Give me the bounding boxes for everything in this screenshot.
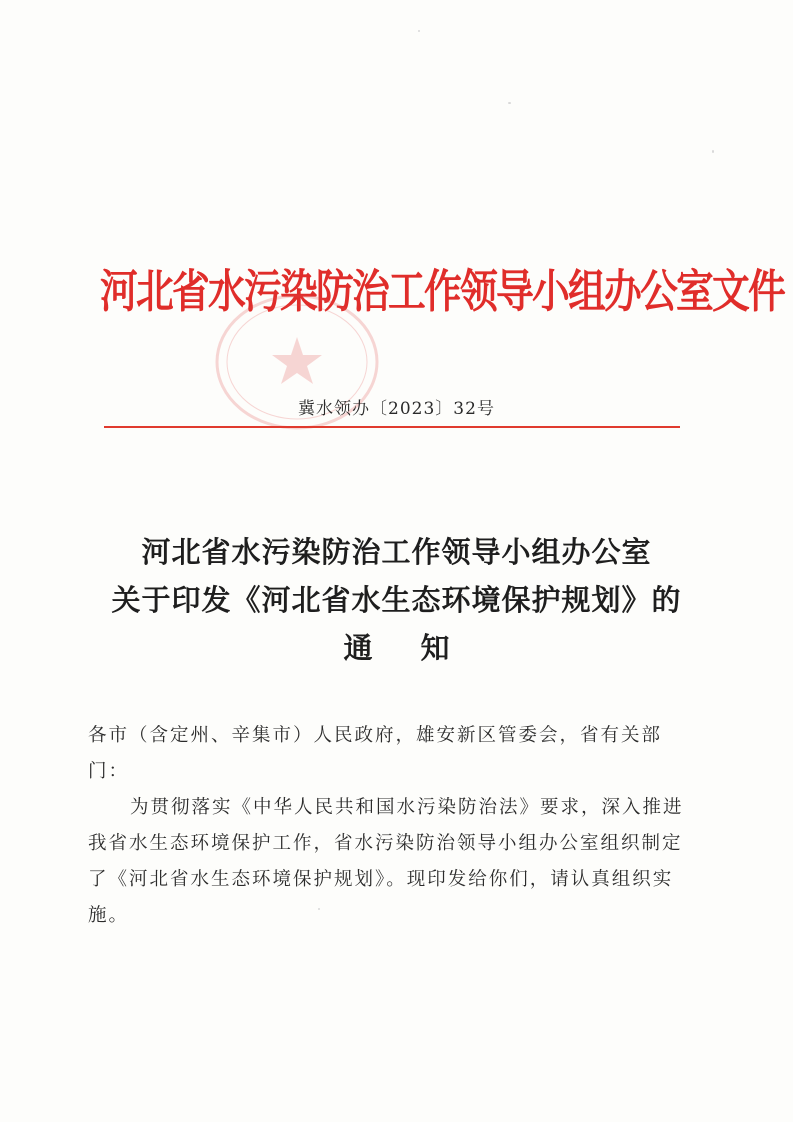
salutation-text: 各市（含定州、辛集市）人民政府，雄安新区管委会，省有关部门： bbox=[88, 725, 663, 782]
header-divider-rule bbox=[104, 426, 680, 428]
scan-speck bbox=[318, 908, 320, 910]
org-header-title bbox=[100, 258, 785, 326]
scan-speck bbox=[508, 102, 511, 104]
scan-speck bbox=[418, 30, 420, 32]
document-number: 冀水领办〔2023〕32号 bbox=[298, 399, 495, 419]
body-paragraph: 为贯彻落实《中华人民共和国水污染防治法》要求，深入推进我省水生态环境保护工作，省水污染防治领导小组办公室组织制定了《河北省水生态环境保护规划》。现印发给你们，请认真组织实施。 bbox=[88, 797, 684, 926]
notice-title-line-2: 关于印发《河北省水生态环境保护规划》的 bbox=[111, 583, 682, 617]
notice-title-line-1: 河北省水污染防治工作领导小组办公室 bbox=[141, 535, 652, 569]
scan-speck bbox=[712, 150, 714, 153]
notice-title-line-3: 通知 bbox=[343, 631, 498, 665]
org-header-title-text: 河北省水污染防治工作领导小组办公室文件 bbox=[100, 265, 785, 318]
